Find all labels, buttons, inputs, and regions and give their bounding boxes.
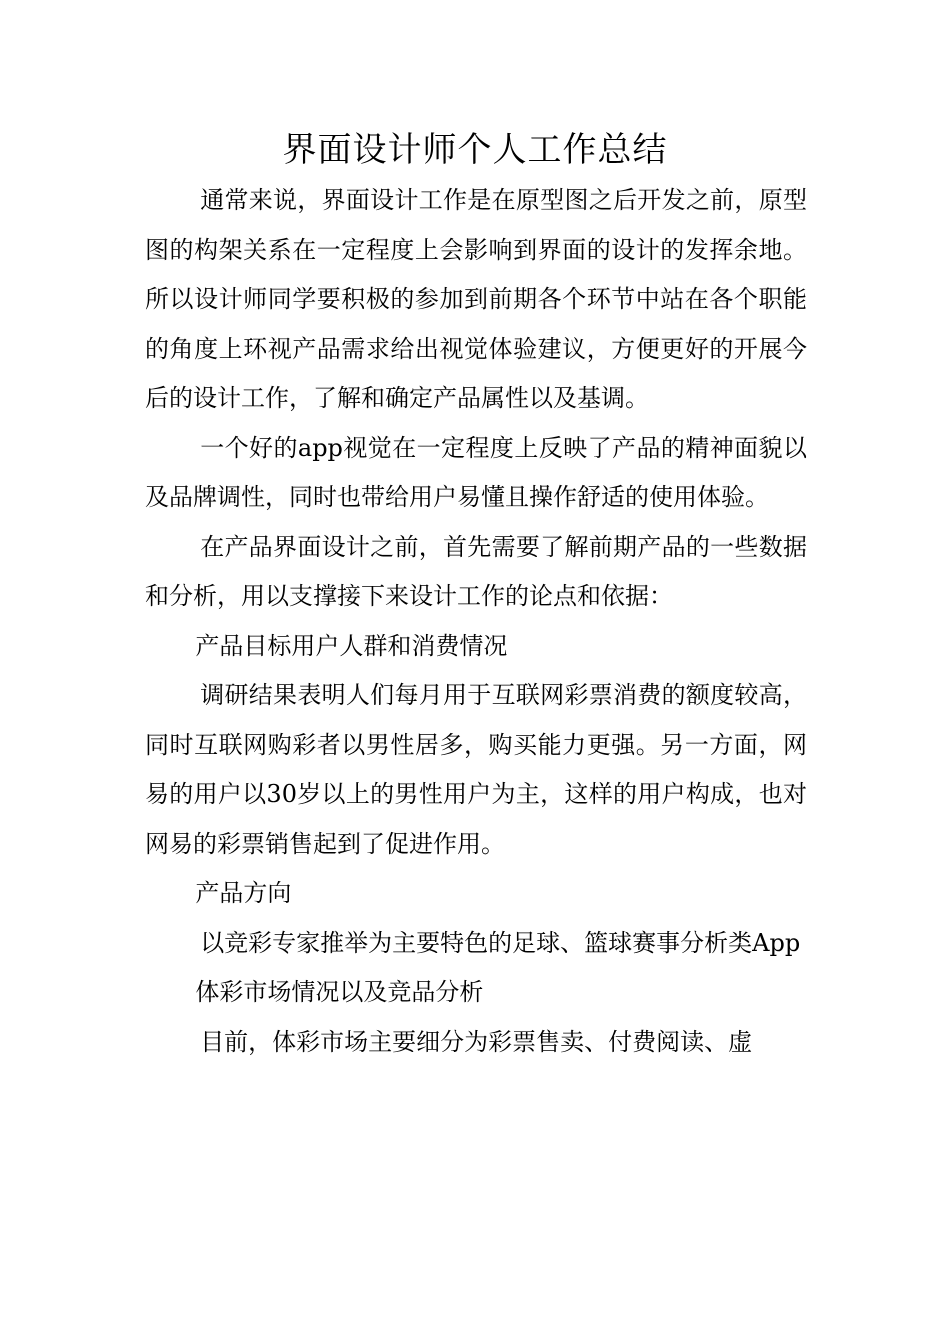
document-title: 界面设计师个人工作总结 — [282, 130, 668, 170]
document-body — [145, 176, 807, 1067]
paragraph-app-visual: 一个好的app视觉在一定程度上反映了产品的精神面貌以及品牌调性，同时也带给用户易懂且操作舒适的使用体验。 — [145, 433, 807, 511]
paragraph-product-direction: 以竞彩专家推举为主要特色的足球、篮球赛事分析类App — [200, 928, 801, 957]
paragraph-survey-results: 调研结果表明人们每月用于互联网彩票消费的额度较高，同时互联网购彩者以男性居多，购买能力更强。另一方面，网易的用户以30岁以上的男性用户为主，这样的用户构成，也对网易的彩票销售起到了促进作用。 — [145, 681, 807, 858]
section-heading-product-direction: 产品方向 — [195, 879, 292, 907]
paragraph-market-analysis: 目前，体彩市场主要细分为彩票售卖、付费阅读、虚 — [200, 1027, 753, 1056]
paragraph-intro: 通常来说，界面设计工作是在原型图之后开发之前，原型图的构架关系在一定程度上会影响到界面的设计的发挥余地。所以设计师同学要积极的参加到前期各个环节中站在各个职能的角度上环视产品需求给出视觉体验建议，方便更好的开展今后的设计工作，了解和确定产品属性以及基调。 — [145, 186, 807, 412]
section-heading-market-analysis: 体彩市场情况以及竞品分析 — [195, 978, 484, 1006]
paragraph-pre-design: 在产品界面设计之前，首先需要了解前期产品的一些数据和分析，用以支撑接下来设计工作的论点和依据： — [145, 532, 807, 610]
section-heading-target-users: 产品目标用户人群和消费情况 — [195, 631, 508, 660]
